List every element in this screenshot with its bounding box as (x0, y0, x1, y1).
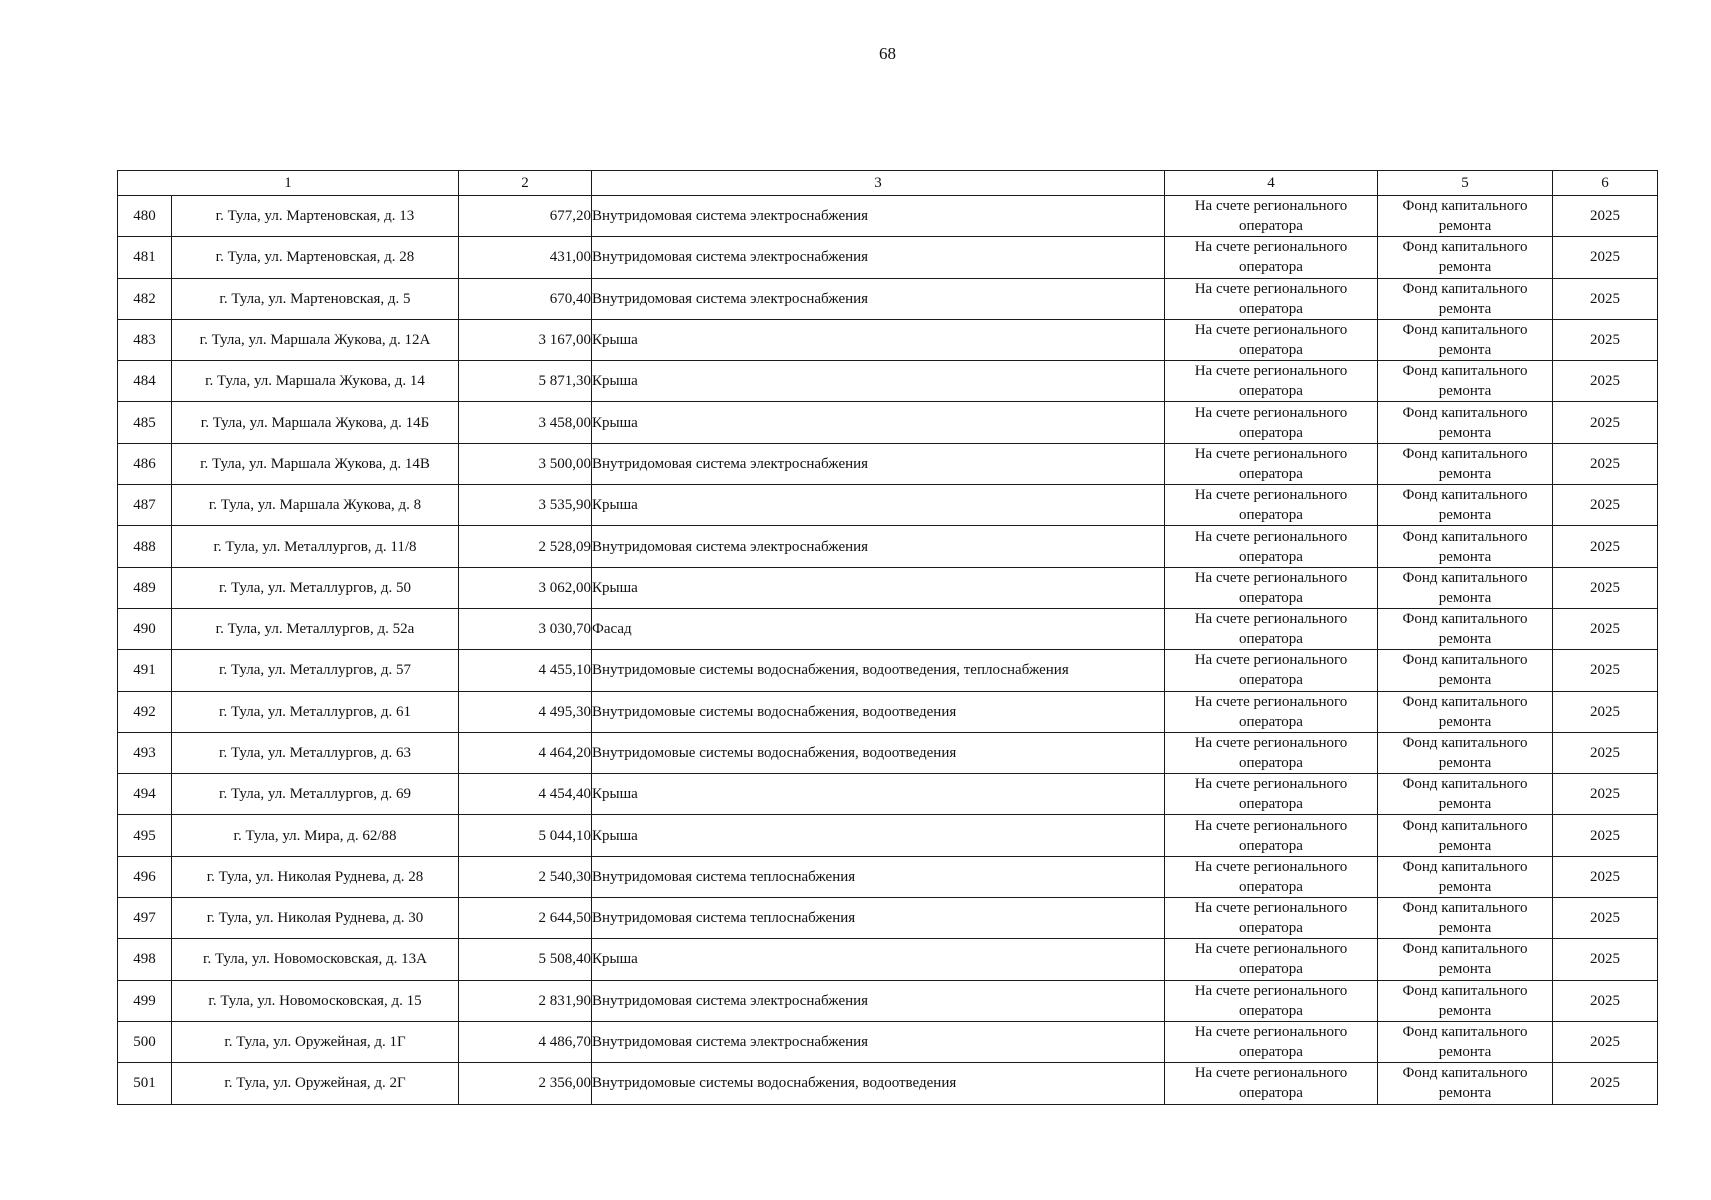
row-number: 489 (118, 567, 172, 608)
work-type-cell: Крыша (592, 402, 1165, 443)
funding-source-cell (1378, 402, 1553, 443)
address-cell: г. Тула, ул. Новомосковская, д. 15 (172, 980, 459, 1021)
funding-source-text: ремонта (1438, 342, 1492, 359)
table-row (118, 567, 1658, 608)
table-row (118, 898, 1658, 939)
area-cell: 5 871,30 (459, 361, 592, 402)
year-cell: 2025 (1553, 815, 1658, 856)
year-cell: 2025 (1553, 196, 1658, 237)
address-cell: г. Тула, ул. Мартеновская, д. 28 (172, 237, 459, 278)
account-cell (1165, 650, 1378, 691)
account-cell (1165, 443, 1378, 484)
account-text: оператора (1239, 1002, 1303, 1019)
row-number: 496 (118, 856, 172, 897)
work-type-cell: Внутридомовые системы водоснабжения, водоотведения, теплоснабжения (592, 650, 1165, 691)
table-row (118, 732, 1658, 773)
work-type-cell: Внутридомовая система электроснабжения (592, 1021, 1165, 1062)
funding-source-cell (1378, 567, 1553, 608)
row-number: 491 (118, 650, 172, 691)
work-type-cell: Внутридомовая система электроснабжения (592, 980, 1165, 1021)
account-text: оператора (1239, 507, 1303, 524)
column-header-2: 2 (459, 171, 592, 196)
repair-schedule-table (117, 170, 1658, 1105)
area-cell: 3 030,70 (459, 608, 592, 649)
table-row (118, 237, 1658, 278)
funding-source-text: ремонта (1438, 672, 1492, 689)
year-cell: 2025 (1553, 567, 1658, 608)
account-text: На счете регионального (1194, 198, 1348, 215)
work-type-cell: Внутридомовая система электроснабжения (592, 443, 1165, 484)
work-type-cell: Внутридомовая система теплоснабжения (592, 856, 1165, 897)
table-row (118, 608, 1658, 649)
funding-source-text: Фонд капитального (1402, 900, 1528, 917)
area-cell: 4 464,20 (459, 732, 592, 773)
area-cell: 670,40 (459, 278, 592, 319)
account-text: На счете регионального (1194, 735, 1348, 751)
work-type-cell: Фасад (592, 608, 1165, 649)
funding-source-cell (1378, 319, 1553, 360)
address-cell: г. Тула, ул. Металлургов, д. 63 (172, 732, 459, 773)
year-cell: 2025 (1553, 526, 1658, 567)
address-cell: г. Тула, ул. Маршала Жукова, д. 14Б (172, 402, 459, 443)
year-cell: 2025 (1553, 939, 1658, 980)
area-cell: 4 455,10 (459, 650, 592, 691)
area-cell: 4 454,40 (459, 774, 592, 815)
funding-source-text: ремонта (1438, 1002, 1492, 1019)
work-type-cell: Внутридомовая система теплоснабжения (592, 898, 1165, 939)
account-text: оператора (1239, 1044, 1303, 1061)
address-cell: г. Тула, ул. Металлургов, д. 50 (172, 567, 459, 608)
account-text: На счете регионального (1194, 611, 1348, 628)
funding-source-cell (1378, 1021, 1553, 1062)
table-row (118, 402, 1658, 443)
work-type-cell: Внутридомовая система электроснабжения (592, 526, 1165, 567)
year-cell: 2025 (1553, 443, 1658, 484)
table-row (118, 650, 1658, 691)
year-cell: 2025 (1553, 1063, 1658, 1104)
work-type-cell: Крыша (592, 567, 1165, 608)
column-header-5: 5 (1378, 171, 1553, 196)
funding-source-text: Фонд капитального (1402, 445, 1528, 462)
table-row (118, 774, 1658, 815)
account-text: оператора (1239, 342, 1303, 359)
funding-source-text: Фонд капитального (1402, 982, 1528, 999)
account-text: оператора (1239, 713, 1303, 730)
area-cell: 4 486,70 (459, 1021, 592, 1062)
row-number: 498 (118, 939, 172, 980)
work-type-cell: Крыша (592, 319, 1165, 360)
funding-source-text: Фонд капитального (1402, 404, 1528, 421)
area-cell: 3 500,00 (459, 443, 592, 484)
year-cell: 2025 (1553, 650, 1658, 691)
funding-source-cell (1378, 774, 1553, 815)
account-cell (1165, 732, 1378, 773)
work-type-cell: Крыша (592, 939, 1165, 980)
address-cell: г. Тула, ул. Оружейная, д. 1Г (172, 1021, 459, 1062)
funding-source-text: ремонта (1438, 300, 1492, 317)
funding-source-text: ремонта (1438, 259, 1492, 276)
account-text: оператора (1239, 796, 1303, 813)
address-cell: г. Тула, ул. Металлургов, д. 57 (172, 650, 459, 691)
account-text: На счете регионального (1194, 776, 1348, 793)
account-text: оператора (1239, 672, 1303, 689)
account-cell (1165, 774, 1378, 815)
year-cell: 2025 (1553, 1021, 1658, 1062)
table-row (118, 278, 1658, 319)
column-header-3: 3 (592, 171, 1165, 196)
table-row (118, 443, 1658, 484)
year-cell: 2025 (1553, 278, 1658, 319)
year-cell: 2025 (1553, 856, 1658, 897)
funding-source-cell (1378, 196, 1553, 237)
work-type-cell: Крыша (592, 361, 1165, 402)
account-text: На счете регионального (1194, 693, 1348, 710)
account-text: На счете регионального (1194, 487, 1348, 504)
area-cell: 677,20 (459, 196, 592, 237)
address-cell: г. Тула, ул. Оружейная, д. 2Г (172, 1063, 459, 1104)
account-cell (1165, 856, 1378, 897)
row-number: 483 (118, 319, 172, 360)
funding-source-cell (1378, 278, 1553, 319)
address-cell: г. Тула, ул. Металлургов, д. 52а (172, 608, 459, 649)
area-cell: 4 495,30 (459, 691, 592, 732)
account-text: оператора (1239, 300, 1303, 317)
row-number: 494 (118, 774, 172, 815)
funding-source-cell (1378, 939, 1553, 980)
funding-source-text: Фонд капитального (1402, 735, 1528, 751)
address-cell: г. Тула, ул. Николая Руднева, д. 28 (172, 856, 459, 897)
work-type-cell: Крыша (592, 485, 1165, 526)
area-cell: 5 508,40 (459, 939, 592, 980)
funding-source-text: ремонта (1438, 755, 1492, 771)
account-text: На счете регионального (1194, 982, 1348, 999)
account-cell (1165, 361, 1378, 402)
account-cell (1165, 402, 1378, 443)
funding-source-text: ремонта (1438, 465, 1492, 482)
account-text: оператора (1239, 465, 1303, 482)
account-cell (1165, 608, 1378, 649)
table-row (118, 526, 1658, 567)
account-text: На счете регионального (1194, 363, 1348, 380)
row-number: 482 (118, 278, 172, 319)
row-number: 488 (118, 526, 172, 567)
year-cell: 2025 (1553, 608, 1658, 649)
funding-source-text: Фонд капитального (1402, 280, 1528, 297)
account-text: На счете регионального (1194, 941, 1348, 958)
work-type-cell: Крыша (592, 774, 1165, 815)
account-cell (1165, 939, 1378, 980)
address-cell: г. Тула, ул. Николая Руднева, д. 30 (172, 898, 459, 939)
funding-source-text: Фонд капитального (1402, 941, 1528, 958)
account-text: На счете регионального (1194, 900, 1348, 917)
account-text: На счете регионального (1194, 528, 1348, 545)
table-row (118, 361, 1658, 402)
account-cell (1165, 1021, 1378, 1062)
account-cell (1165, 980, 1378, 1021)
funding-source-text: ремонта (1438, 424, 1492, 441)
funding-source-text: ремонта (1438, 1044, 1492, 1061)
funding-source-cell (1378, 485, 1553, 526)
address-cell: г. Тула, ул. Мартеновская, д. 13 (172, 196, 459, 237)
funding-source-cell (1378, 443, 1553, 484)
funding-source-text: ремонта (1438, 631, 1492, 648)
funding-source-text: ремонта (1438, 1085, 1492, 1102)
funding-source-text: Фонд капитального (1402, 198, 1528, 215)
account-cell (1165, 691, 1378, 732)
address-cell: г. Тула, ул. Мира, д. 62/88 (172, 815, 459, 856)
account-text: На счете регионального (1194, 1065, 1348, 1082)
funding-source-cell (1378, 526, 1553, 567)
funding-source-text: ремонта (1438, 878, 1492, 895)
column-header-6: 6 (1553, 171, 1658, 196)
account-text: оператора (1239, 631, 1303, 648)
funding-source-cell (1378, 980, 1553, 1021)
funding-source-cell (1378, 1063, 1553, 1104)
address-cell: г. Тула, ул. Металлургов, д. 61 (172, 691, 459, 732)
funding-source-cell (1378, 650, 1553, 691)
account-text: На счете регионального (1194, 404, 1348, 421)
year-cell: 2025 (1553, 485, 1658, 526)
funding-source-text: Фонд капитального (1402, 528, 1528, 545)
address-cell: г. Тула, ул. Маршала Жукова, д. 14В (172, 443, 459, 484)
table-row (118, 319, 1658, 360)
table-row (118, 196, 1658, 237)
row-number: 480 (118, 196, 172, 237)
table-row (118, 691, 1658, 732)
funding-source-cell (1378, 732, 1553, 773)
funding-source-text: Фонд капитального (1402, 776, 1528, 793)
funding-source-cell (1378, 237, 1553, 278)
area-cell: 3 167,00 (459, 319, 592, 360)
row-number: 493 (118, 732, 172, 773)
year-cell: 2025 (1553, 691, 1658, 732)
address-cell: г. Тула, ул. Мартеновская, д. 5 (172, 278, 459, 319)
work-type-cell: Внутридомовая система электроснабжения (592, 237, 1165, 278)
work-type-cell: Внутридомовая система электроснабжения (592, 278, 1165, 319)
funding-source-cell (1378, 608, 1553, 649)
account-text: На счете регионального (1194, 239, 1348, 256)
funding-source-text: Фонд капитального (1402, 693, 1528, 710)
account-cell (1165, 1063, 1378, 1104)
account-text: оператора (1239, 548, 1303, 565)
funding-source-text: Фонд капитального (1402, 487, 1528, 504)
year-cell: 2025 (1553, 732, 1658, 773)
account-cell (1165, 526, 1378, 567)
table-header-row (118, 171, 1658, 196)
area-cell: 2 528,09 (459, 526, 592, 567)
funding-source-cell (1378, 898, 1553, 939)
area-cell: 2 356,00 (459, 1063, 592, 1104)
area-cell: 2 644,50 (459, 898, 592, 939)
address-cell: г. Тула, ул. Металлургов, д. 11/8 (172, 526, 459, 567)
account-text: оператора (1239, 878, 1303, 895)
funding-source-cell (1378, 691, 1553, 732)
account-cell (1165, 319, 1378, 360)
account-text: На счете регионального (1194, 858, 1348, 875)
funding-source-text: Фонд капитального (1402, 817, 1528, 834)
row-number: 495 (118, 815, 172, 856)
area-cell: 5 044,10 (459, 815, 592, 856)
funding-source-text: Фонд капитального (1402, 569, 1528, 586)
year-cell: 2025 (1553, 774, 1658, 815)
funding-source-text: ремонта (1438, 796, 1492, 813)
account-text: На счете регионального (1194, 569, 1348, 586)
work-type-cell: Внутридомовые системы водоснабжения, водоотведения (592, 1063, 1165, 1104)
address-cell: г. Тула, ул. Маршала Жукова, д. 12А (172, 319, 459, 360)
table-row (118, 939, 1658, 980)
row-number: 485 (118, 402, 172, 443)
account-text: оператора (1239, 218, 1303, 235)
account-text: оператора (1239, 755, 1303, 771)
table-row (118, 1021, 1658, 1062)
year-cell: 2025 (1553, 361, 1658, 402)
row-number: 481 (118, 237, 172, 278)
account-cell (1165, 237, 1378, 278)
table-row (118, 856, 1658, 897)
work-type-cell: Внутридомовые системы водоснабжения, водоотведения (592, 732, 1165, 773)
funding-source-cell (1378, 361, 1553, 402)
table-row (118, 815, 1658, 856)
row-number: 487 (118, 485, 172, 526)
funding-source-text: Фонд капитального (1402, 1024, 1528, 1041)
funding-source-text: Фонд капитального (1402, 858, 1528, 875)
account-text: оператора (1239, 961, 1303, 978)
funding-source-cell (1378, 815, 1553, 856)
funding-source-text: ремонта (1438, 961, 1492, 978)
account-text: оператора (1239, 259, 1303, 276)
account-cell (1165, 898, 1378, 939)
funding-source-text: ремонта (1438, 713, 1492, 730)
funding-source-text: Фонд капитального (1402, 363, 1528, 380)
funding-source-text: Фонд капитального (1402, 611, 1528, 628)
account-cell (1165, 485, 1378, 526)
row-number: 499 (118, 980, 172, 1021)
row-number: 484 (118, 361, 172, 402)
year-cell: 2025 (1553, 898, 1658, 939)
row-number: 492 (118, 691, 172, 732)
account-text: На счете регионального (1194, 1024, 1348, 1041)
account-cell (1165, 567, 1378, 608)
account-cell (1165, 815, 1378, 856)
page-number: 68 (879, 44, 896, 63)
area-cell: 2 540,30 (459, 856, 592, 897)
account-text: На счете регионального (1194, 322, 1348, 339)
column-header-4: 4 (1165, 171, 1378, 196)
account-text: оператора (1239, 424, 1303, 441)
account-text: оператора (1239, 1085, 1303, 1102)
year-cell: 2025 (1553, 980, 1658, 1021)
funding-source-text: ремонта (1438, 218, 1492, 235)
area-cell: 431,00 (459, 237, 592, 278)
account-text: На счете регионального (1194, 445, 1348, 462)
column-header-1: 1 (118, 171, 459, 196)
row-number: 501 (118, 1063, 172, 1104)
year-cell: 2025 (1553, 402, 1658, 443)
address-cell: г. Тула, ул. Новомосковская, д. 13А (172, 939, 459, 980)
funding-source-text: Фонд капитального (1402, 1065, 1528, 1082)
account-cell (1165, 196, 1378, 237)
funding-source-text: ремонта (1438, 589, 1492, 606)
work-type-cell: Внутридомовые системы водоснабжения, водоотведения (592, 691, 1165, 732)
year-cell: 2025 (1553, 237, 1658, 278)
address-cell: г. Тула, ул. Маршала Жукова, д. 8 (172, 485, 459, 526)
area-cell: 3 458,00 (459, 402, 592, 443)
account-text: оператора (1239, 589, 1303, 606)
account-text: На счете регионального (1194, 817, 1348, 834)
account-text: оператора (1239, 920, 1303, 937)
table-row (118, 1063, 1658, 1104)
funding-source-text: Фонд капитального (1402, 322, 1528, 339)
account-text: оператора (1239, 837, 1303, 854)
funding-source-cell (1378, 856, 1553, 897)
work-type-cell: Внутридомовая система электроснабжения (592, 196, 1165, 237)
funding-source-text: Фонд капитального (1402, 239, 1528, 256)
funding-source-text: ремонта (1438, 837, 1492, 854)
table-row (118, 980, 1658, 1021)
account-text: На счете регионального (1194, 652, 1348, 669)
area-cell: 3 062,00 (459, 567, 592, 608)
address-cell: г. Тула, ул. Маршала Жукова, д. 14 (172, 361, 459, 402)
funding-source-text: ремонта (1438, 507, 1492, 524)
row-number: 490 (118, 608, 172, 649)
funding-source-text: ремонта (1438, 383, 1492, 400)
row-number: 486 (118, 443, 172, 484)
address-cell: г. Тула, ул. Металлургов, д. 69 (172, 774, 459, 815)
row-number: 500 (118, 1021, 172, 1062)
funding-source-text: Фонд капитального (1402, 652, 1528, 669)
area-cell: 3 535,90 (459, 485, 592, 526)
area-cell: 2 831,90 (459, 980, 592, 1021)
row-number: 497 (118, 898, 172, 939)
year-cell: 2025 (1553, 319, 1658, 360)
account-text: На счете регионального (1194, 280, 1348, 297)
work-type-cell: Крыша (592, 815, 1165, 856)
table-row (118, 485, 1658, 526)
account-cell (1165, 278, 1378, 319)
funding-source-text: ремонта (1438, 548, 1492, 565)
funding-source-text: ремонта (1438, 920, 1492, 937)
account-text: оператора (1239, 383, 1303, 400)
